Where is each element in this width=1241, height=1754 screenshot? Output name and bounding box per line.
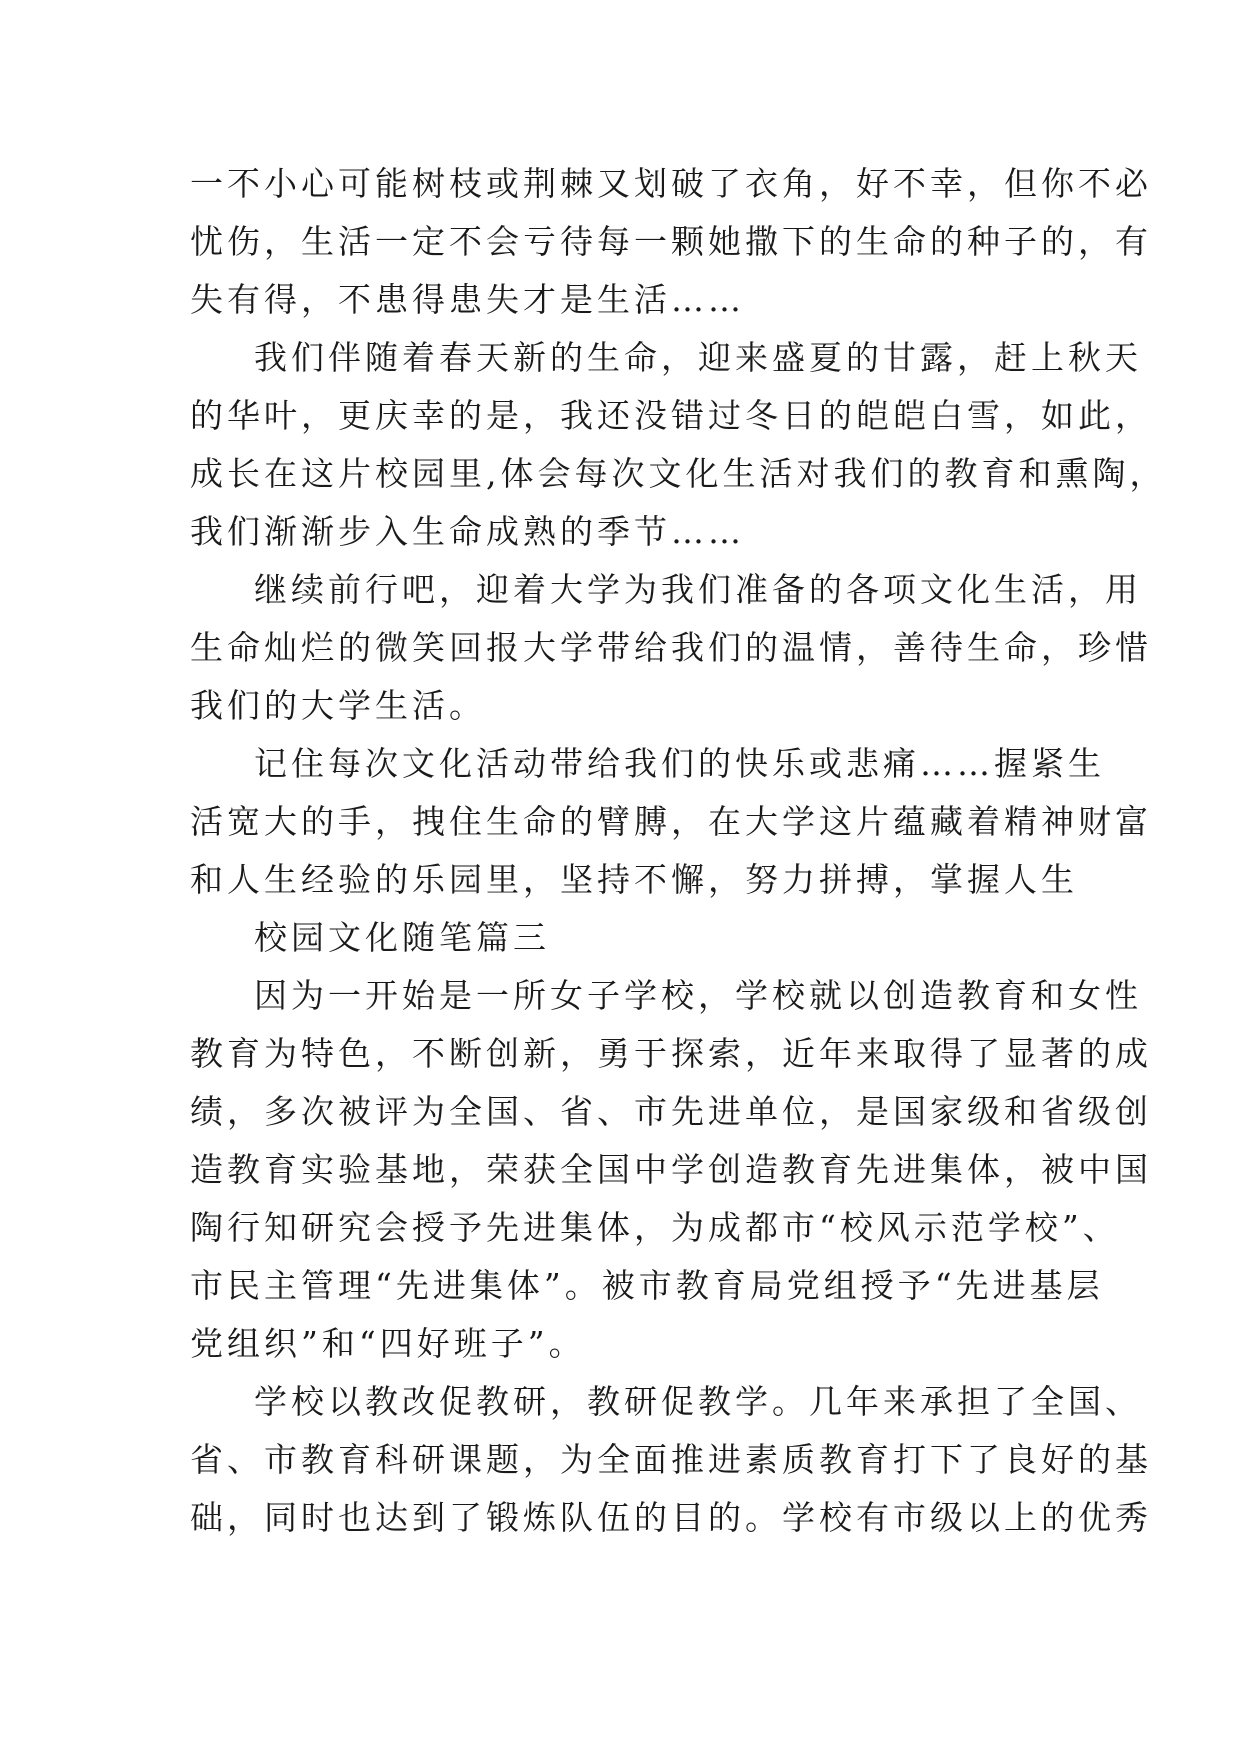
text-line: 础，同时也达到了锻炼队伍的目的。学校有市级以上的优秀 <box>190 1498 1152 1537</box>
paragraph-first-line: 学校以教改促教研，教研促教学。几年来承担了全国、 <box>254 1382 1142 1421</box>
text-line: 的华叶，更庆幸的是，我还没错过冬日的皑皑白雪，如此， <box>190 396 1152 435</box>
text-line: 省、市教育科研课题，为全面推进素质教育打下了良好的基 <box>190 1440 1152 1479</box>
paragraph-first-line: 因为一开始是一所女子学校，学校就以创造教育和女性 <box>254 976 1142 1015</box>
text-line: 成长在这片校园里,体会每次文化生活对我们的教育和熏陶， <box>190 454 1167 493</box>
text-line: 生命灿烂的微笑回报大学带给我们的温情，善待生命，珍惜 <box>190 628 1152 667</box>
text-line: 教育为特色，不断创新，勇于探索，近年来取得了显著的成 <box>190 1034 1152 1073</box>
text-line: 造教育实验基地，荣获全国中学创造教育先进集体，被中国 <box>190 1150 1152 1189</box>
text-line: 绩，多次被评为全国、省、市先进单位，是国家级和省级创 <box>190 1092 1152 1131</box>
text-line: 我们的大学生活。 <box>190 686 486 725</box>
text-line: 活宽大的手，拽住生命的臂膊，在大学这片蕴藏着精神财富 <box>190 802 1152 841</box>
paragraph-first-line: 继续前行吧，迎着大学为我们准备的各项文化生活，用 <box>254 570 1142 609</box>
text-line: 党组织”和“四好班子”。 <box>190 1324 586 1363</box>
text-line: 忧伤，生活一定不会亏待每一颗她撒下的生命的种子的，有 <box>190 222 1152 261</box>
text-line: 一不小心可能树枝或荆棘又划破了衣角，好不幸，但你不必 <box>190 164 1152 203</box>
text-line: 我们渐渐步入生命成熟的季节…… <box>190 512 745 551</box>
paragraph-first-line: 记住每次文化活动带给我们的快乐或悲痛……握紧生 <box>254 744 1105 783</box>
section-heading: 校园文化随笔篇三 <box>254 918 550 957</box>
body-text <box>190 155 1167 1547</box>
text-line: 失有得，不患得患失才是生活…… <box>190 280 745 319</box>
text-line: 市民主管理“先进集体”。被市教育局党组授予“先进基层 <box>190 1266 1104 1305</box>
paragraph-first-line: 我们伴随着春天新的生命，迎来盛夏的甘露，赶上秋天 <box>254 338 1142 377</box>
text-line: 和人生经验的乐园里，坚持不懈，努力拼搏，掌握人生 <box>190 860 1078 899</box>
text-line: 陶行知研究会授予先进集体，为成都市“校风示范学校”、 <box>190 1208 1120 1247</box>
